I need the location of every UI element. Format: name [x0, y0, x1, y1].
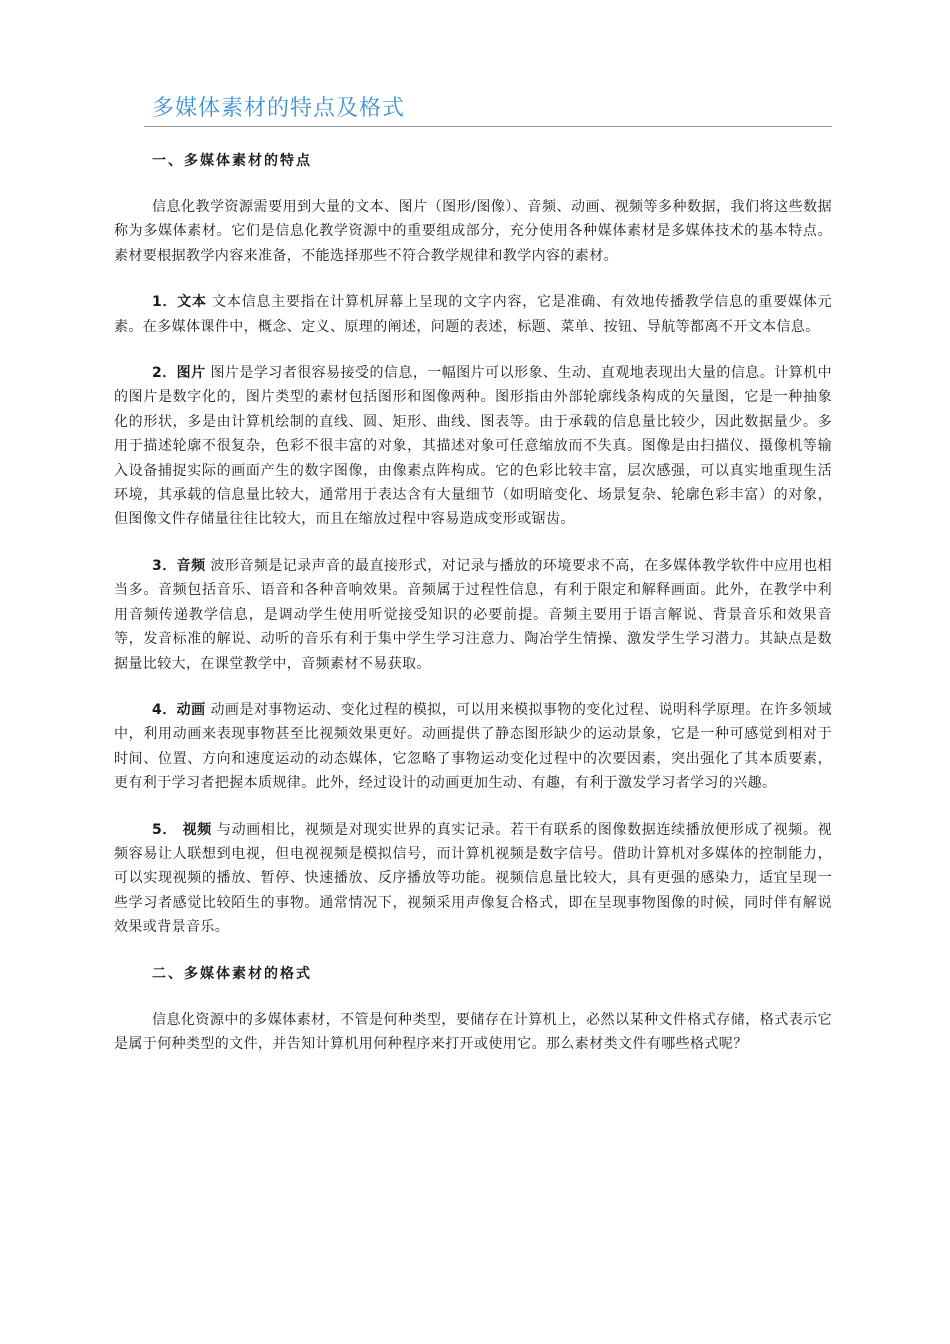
page-title: 多媒体素材的特点及格式 [152, 96, 406, 121]
item-paragraph-video [114, 818, 832, 940]
item-label: 3．音频 [152, 557, 206, 574]
section-intro-paragraph: 信息化教学资源需要用到大量的文本、图片（图形/图像）、音频、动画、视频等多种数据，我们将这些数据称为多媒体素材。它们是信息化教学资源中的重要组成部分，充分使用各种媒体素材是多媒体技术的基本特点。素材要根据教学内容来准备，不能选择那些不符合教学规律和教学内容的素材。 [114, 199, 832, 264]
item-body: 与动画相比，视频是对现实世界的真实记录。若干有联系的图像数据连续播放便形成了视频。视频容易让人联想到电视，但电视视频是模拟信号，而计算机视频是数字信号。借助计算机对多媒体的控制能力，可以实现视频的播放、暂停、快速播放、反序播放等功能。视频信息量比较大，具有更强的感染力，适宜呈现一些学习者感觉比较陌生的事物。通常情况下，视频采用声像复合格式，即在呈现事物图像的时候，同时伴有解说效果或背景音乐。 [114, 821, 832, 936]
document-page [114, 92, 832, 1056]
item-body: 图片是学习者很容易接受的信息，一幅图片可以形象、生动、直观地表现出大量的信息。计算机中的图片是数字化的，图片类型的素材包括图形和图像两种。图形指由外部轮廓线条构成的矢量图，它是一种抽象化的形状，多是由计算机绘制的直线、圆、矩形、曲线、图表等。由于承载的信息量比较少，因此数据量少。多用于描述轮廓不很复杂，色彩不很丰富的对象，其描述对象可任意缩放而不失真。图像是由扫描仪、摄像机等输入设备捕捉实际的画面产生的数字图像，由像素点阵构成。它的色彩比较丰富，层次感强，可以真实地重现生活环境，其承载的信息量比较大，通常用于表达含有大量细节（如明暗变化、场景复杂、轮廓色彩丰富）的对象，但图像文件存储量往往比较大，而且在缩放过程中容易造成变形或锯齿。 [114, 365, 832, 528]
item-paragraph-audio [114, 554, 832, 676]
item-label: 5． 视频 [152, 821, 212, 838]
item-body: 文本信息主要指在计算机屏幕上呈现的文字内容，它是准确、有效地传播教学信息的重要媒体元素。在多媒体课件中，概念、定义、原理的阐述，问题的表述，标题、菜单、按钮、导航等都离不开文本信息。 [114, 294, 832, 335]
section-intro-paragraph: 信息化资源中的多媒体素材，不管是何种类型，要储存在计算机上，必然以某种文件格式存储，格式表示它是属于何种类型的文件，并告知计算机用何种程序来打开或使用它。那么素材类文件有哪些格式呢？ [114, 1011, 832, 1052]
item-label: 4．动画 [152, 701, 206, 718]
title-divider [144, 126, 832, 127]
section-heading-features: 一、多媒体素材的特点 [152, 153, 312, 169]
item-paragraph-text [114, 290, 832, 339]
item-label: 2．图片 [152, 365, 206, 382]
item-body: 动画是对事物运动、变化过程的模拟，可以用来模拟事物的变化过程、说明科学原理。在许多领域中，利用动画来表现事物甚至比视频效果更好。动画提供了静态图形缺少的运动景象，它是一种可感觉到相对于时间、位置、方向和速度运动的动态媒体，它忽略了事物运动变化过程中的次要因素，突出强化了其本质要素，更有利于学习者把握本质规律。此外，经过设计的动画更加生动、有趣，有利于激发学习者学习的兴趣。 [114, 701, 832, 792]
item-paragraph-image [114, 361, 832, 532]
item-label: 1．文本 [152, 294, 207, 311]
item-body: 波形音频是记录声音的最直接形式，对记录与播放的环境要求不高，在多媒体教学软件中应用也相当多。音频包括音乐、语音和各种音响效果。音频属于过程性信息，有利于限定和解释画面。此外，在教学中利用音频传递教学信息，是调动学生使用听觉接受知识的必要前提。音频主要用于语言解说、背景音乐和效果音等，发音标准的解说、动听的音乐有利于集中学生学习注意力、陶冶学生情操、激发学生学习潜力。其缺点是数据量比较大，在课堂教学中，音频素材不易获取。 [114, 557, 832, 672]
section-heading-formats: 二、多媒体素材的格式 [152, 965, 312, 982]
item-paragraph-animation [114, 698, 832, 796]
